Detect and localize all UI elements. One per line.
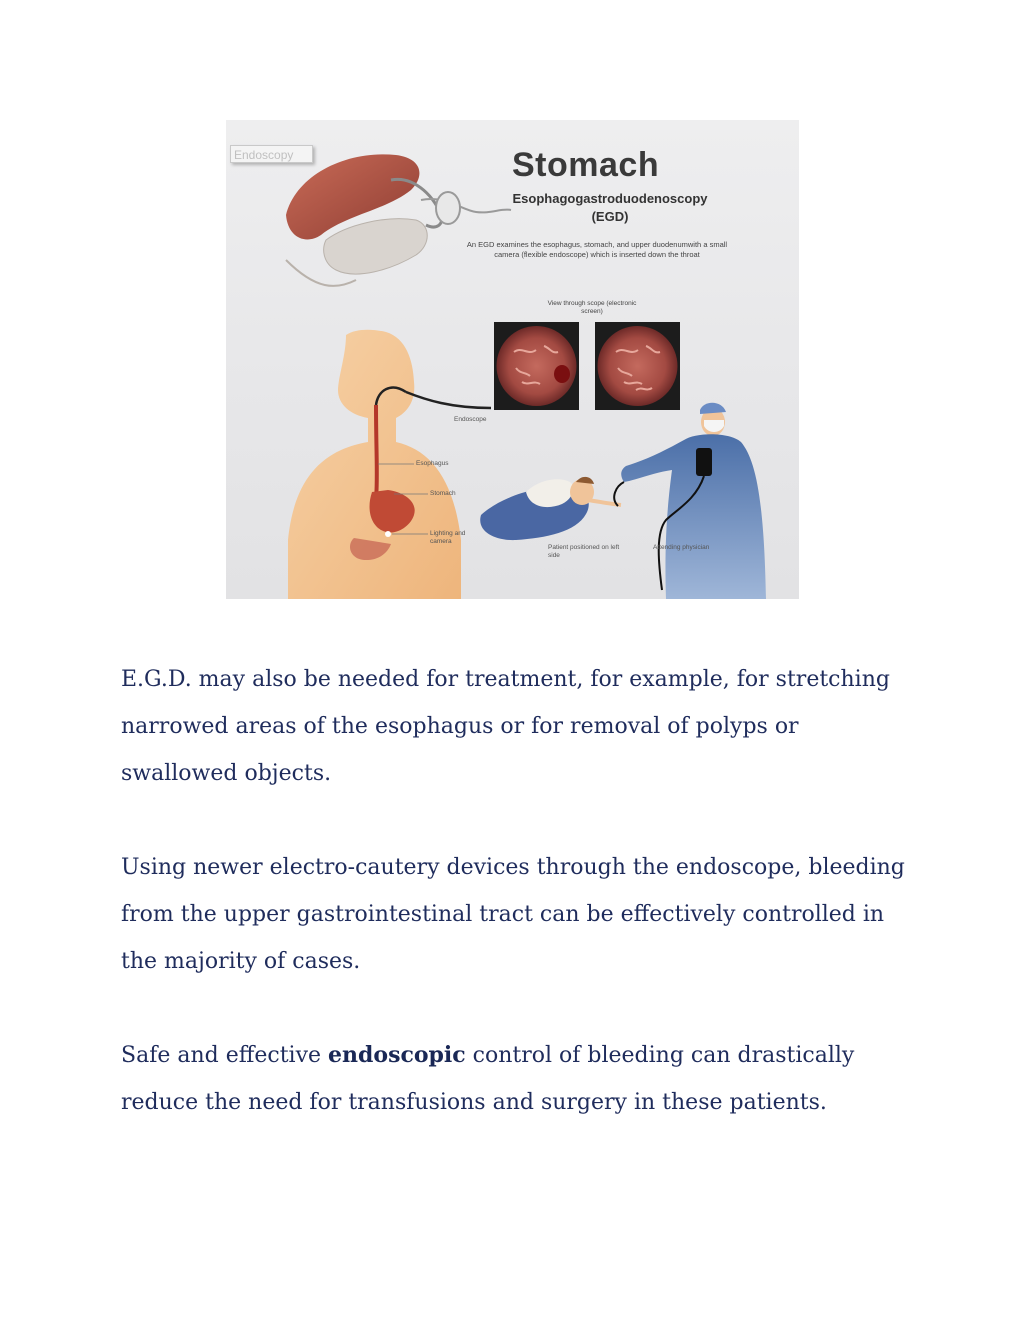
label-esophagus: Esophagus xyxy=(416,460,449,467)
physician xyxy=(614,403,766,599)
paragraph-bleeding-control xyxy=(121,1032,911,1126)
scope-view-left xyxy=(494,322,579,410)
anatomy-organs xyxy=(286,154,511,286)
egd-illustration xyxy=(226,120,799,599)
scope-view-label: View through scope (electronic screen) xyxy=(547,300,637,315)
scope-view-right xyxy=(595,322,680,410)
label-physician: Attending physician xyxy=(653,544,710,551)
paragraph-electro-cautery: Using newer electro-cautery devices through the endoscope, bleeding from the upper gastrointestinal tract can be effectively controlled in the majority of cases. xyxy=(121,855,905,974)
label-patient: Patient positioned on left side xyxy=(548,544,620,559)
paragraph-text-end: control of bleeding can drastically reduce the need for transfusions and surgery in these patients. xyxy=(121,1043,855,1115)
figure-subtitle xyxy=(480,190,740,226)
figure-description: An EGD examines the esophagus, stomach, and upper duodenumwith a small camera (flexible endoscope) which is inserted down the throat xyxy=(466,240,728,259)
label-stomach: Stomach xyxy=(430,490,456,497)
label-lighting: Lighting and camera xyxy=(430,530,466,545)
emphasis-endoscopic: endoscopic xyxy=(328,1042,466,1068)
figure-title: Stomach xyxy=(512,146,660,184)
figure-subtitle-line1: Esophagogastroduodenoscopy xyxy=(512,191,708,206)
paragraph-treatment: E.G.D. may also be needed for treatment, for example, for stretching narrowed areas of the esophagus or for removal of polyps or swallowed objects. xyxy=(121,667,890,786)
patient-lying xyxy=(480,477,621,540)
endoscopy-tab: Endoscopy xyxy=(230,145,313,163)
figure-subtitle-line2: (EGD) xyxy=(591,209,629,224)
label-endoscope: Endoscope xyxy=(454,416,487,423)
paragraph-text-start: Safe and effective xyxy=(121,1043,329,1068)
